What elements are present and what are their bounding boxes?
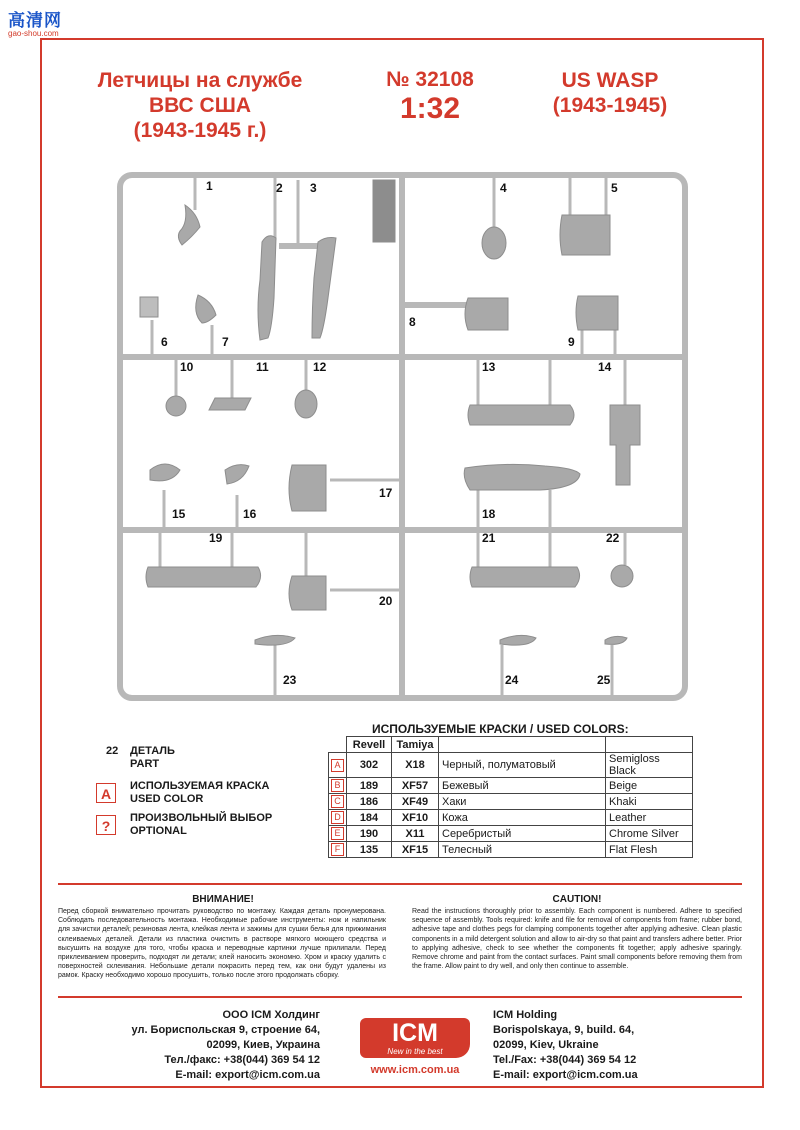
part-number-22: 22 [606,531,620,545]
address-ru-email[interactable]: E-mail: export@icm.com.ua [175,1069,320,1081]
legend-color-box: A [96,783,116,803]
revell-code: 302 [347,753,392,778]
color-letter: C [331,795,344,808]
legend-color [96,780,296,810]
website-link[interactable]: www.icm.com.ua [370,1064,460,1076]
watermark-brand: 高清网 [8,11,62,30]
address-ru-phone: Тел./факс: +38(044) 369 54 12 [164,1054,320,1066]
part-number-15: 15 [172,507,186,521]
colors-header-revell: Revell [347,737,392,753]
watermark-url: gao-shou.com [8,29,59,38]
sprue-parts [140,180,640,645]
address-ru-company: ООО ICM Холдинг [222,1009,320,1021]
legend-optional-ru: ПРОИЗВОЛЬНЫЙ ВЫБОР [130,812,273,824]
part-number-21: 21 [482,531,496,545]
color-letter: F [331,843,344,856]
address-russian [110,1008,320,1083]
divider-top [58,883,742,885]
address-en-street: Borispolskaya, 9, build. 64, [493,1024,635,1036]
legend-optional [96,812,296,842]
title-en-line2: (1943-1945) [552,94,668,117]
kit-number: № 32108 [386,68,474,91]
legend-color-ru: ИСПОЛЬЗУЕМАЯ КРАСКА [130,780,270,792]
part-number-16: 16 [243,507,257,521]
tamiya-code: XF10 [392,810,439,826]
legend-part-number: 22 [106,745,119,757]
part-number-8: 8 [409,315,416,329]
color-name-en: Semigloss Black [606,753,693,778]
color-letter: B [331,779,344,792]
revell-code: 184 [347,810,392,826]
colors-header-row [329,737,693,753]
color-name-ru: Серебристый [439,826,606,842]
part-number-7: 7 [222,335,229,349]
colors-header-en [606,737,693,753]
color-name-ru: Хаки [439,794,606,810]
legend-optional-en: OPTIONAL [130,825,187,837]
legend-part-en: PART [130,758,160,770]
tamiya-code: XF15 [392,842,439,858]
icm-logo [360,1018,470,1058]
part-number-5: 5 [611,181,618,195]
color-name-ru: Бежевый [439,778,606,794]
address-en-phone: Tel./Fax: +38(044) 369 54 12 [493,1054,637,1066]
legend-optional-box: ? [96,815,116,835]
address-ru-street: ул. Бориспольская 9, строение 64, [131,1024,320,1036]
color-name-en: Khaki [606,794,693,810]
colors-row-c [329,794,693,810]
color-letter: D [331,811,344,824]
part-number-20: 20 [379,594,393,608]
colors-row-b [329,778,693,794]
colors-table [328,736,693,858]
color-letter: A [331,759,344,772]
color-name-en: Leather [606,810,693,826]
colors-row-a [329,753,693,778]
title-ru-line2: ВВС США [149,94,251,117]
colors-header-ru [439,737,606,753]
tamiya-code: X18 [392,753,439,778]
kit-scale: 1:32 [399,92,461,125]
part-number-13: 13 [482,360,496,374]
tamiya-code: XF57 [392,778,439,794]
part-number-4: 4 [500,181,507,195]
part-number-10: 10 [180,360,194,374]
colors-header-blank [329,737,347,753]
colors-row-f [329,842,693,858]
part-number-3: 3 [310,181,317,195]
part-number-1: 1 [206,179,213,193]
part-number-25: 25 [597,673,611,687]
icm-tagline: New in the best [387,1047,443,1056]
legend-color-en: USED COLOR [130,793,204,805]
address-ru-city: 02099, Киев, Украина [206,1039,320,1051]
color-name-ru: Кожа [439,810,606,826]
colors-row-e [329,826,693,842]
color-name-en: Flat Flesh [606,842,693,858]
address-en-city: 02099, Kiev, Ukraine [493,1039,599,1051]
color-name-en: Beige [606,778,693,794]
part-number-12: 12 [313,360,327,374]
part-number-17: 17 [379,486,393,500]
revell-code: 189 [347,778,392,794]
legend-part-ru: ДЕТАЛЬ [130,745,175,757]
part-number-9: 9 [568,335,575,349]
part-number-23: 23 [283,673,297,687]
icm-logo-text: ICM [392,1019,438,1047]
warning-ru-title: ВНИМАНИЕ! [192,894,254,905]
address-en-company: ICM Holding [493,1009,558,1021]
part-number-24: 24 [505,673,519,687]
tamiya-code: XF49 [392,794,439,810]
sprue-gates [152,175,625,698]
address-english [493,1008,713,1083]
revell-code: 135 [347,842,392,858]
address-en-email[interactable]: E-mail: export@icm.com.ua [493,1069,638,1081]
warning-en-text: Read the instructions thoroughly prior to assembly. Each component is numbered. Adhere to specified sequence of assembly. Tools required: knife and file for removal of components from frame; rubber bond, adhesive tape and clothes pegs for clamping components together after applying adhesive. Clean plastic components in a mild detergent solution and allow to air-dry so that paint and transfers adhere better. Prior to applying adhesive, check to see whether the components fit together; apply adhesive sparingly. Remove chrome and paint from the contact surfaces. Paint small components before removing them from the frame. Allow paint to dry well, and only then continue to assemble. [412,908,742,971]
colors-title: ИСПОЛЬЗУЕМЫЕ КРАСКИ / USED COLORS: [372,722,629,736]
part-number-14: 14 [598,360,612,374]
part-number-11: 11 [256,360,269,374]
colors-row-d [329,810,693,826]
part-number-2: 2 [276,181,283,195]
title-en-line1: US WASP [561,69,659,92]
part-number-19: 19 [209,531,223,545]
divider-bottom [58,996,742,998]
tamiya-code: X11 [392,826,439,842]
revell-code: 186 [347,794,392,810]
legend-part [106,745,306,775]
warning-ru-text: Перед сборкой внимательно прочитать руководство по монтажу. Каждая деталь пронумерована. Соблюдать последовательность монтажа. Необходимые рабочие инструменты: нож и напильник для зачистки деталей; резиновая лента, клейкая лента и зажимы для сушки белья для прижимания склеиваемых деталей. Детали из пластика очистить в растворе мягкого моющего средства и высушить на воздухе для того, чтобы краска и переводные картинки лучше прилипали. Перед приклеиванием проверить, подходят ли детали; клей наносить экономно. Хром и краску удалить с поверхностей склеивания. Небольшие детали покрасить перед тем, как они будут удалены из рамок. Краску необходимо хорошо просушить, только после этого продолжать сборку. [58,908,386,980]
color-letter: E [331,827,344,840]
title-ru-line3: (1943-1945 г.) [133,119,267,142]
color-name-ru: Телесный [439,842,606,858]
color-name-en: Chrome Silver [606,826,693,842]
title-ru-line1: Летчицы на службе [97,69,303,92]
revell-code: 190 [347,826,392,842]
part-number-18: 18 [482,507,496,521]
color-name-ru: Черный, полуматовый [439,753,606,778]
part-number-6: 6 [161,335,168,349]
warning-en-title: CAUTION! [552,894,602,905]
colors-header-tamiya: Tamiya [392,737,439,753]
